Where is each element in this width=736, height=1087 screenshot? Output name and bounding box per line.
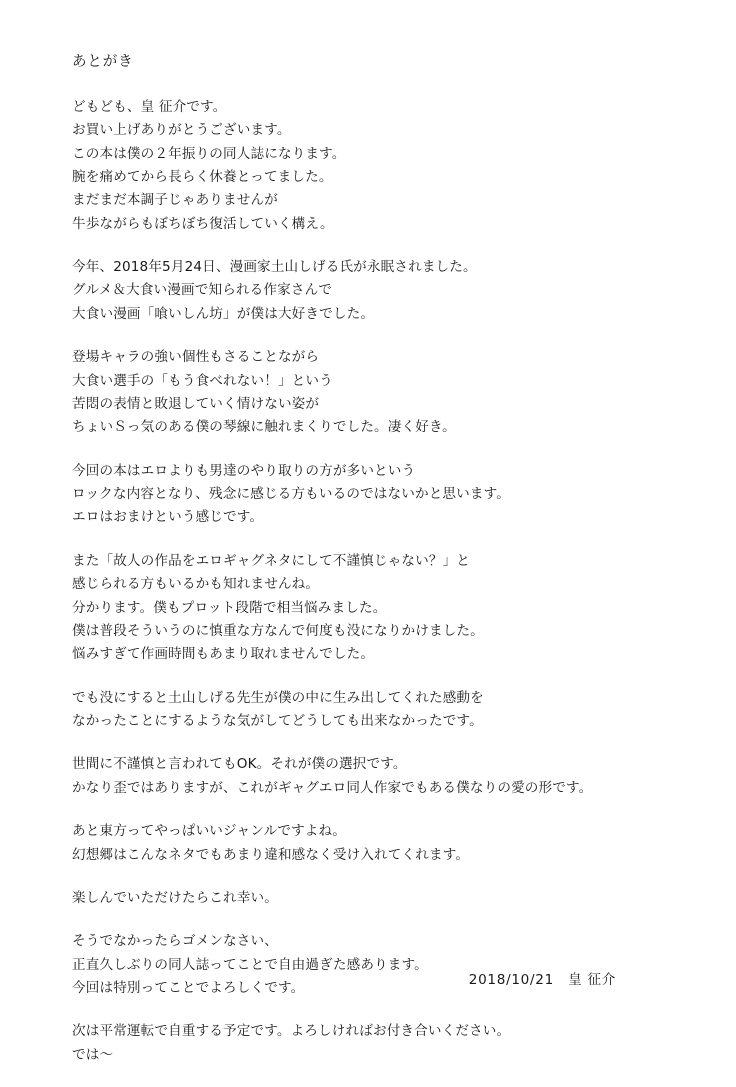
text-line: 大食い選手の「もう食べれない！」という — [72, 372, 333, 389]
text-line: 悩みすぎて作画時間もあまり取れませんでした。 — [72, 646, 375, 663]
text-line: まだまだ本調子じゃありませんが — [72, 192, 278, 209]
paragraph-7 — [72, 753, 676, 800]
signature-block — [72, 968, 676, 988]
text-line: 登場キャラの強い個性もさることながら — [72, 349, 320, 366]
document-body — [72, 52, 676, 1087]
text-line: 次は平常運転で自重する予定です。よろしければお付き合いください。 — [72, 1023, 511, 1040]
paragraph-2 — [72, 256, 676, 326]
text-line: かなり歪ではありますが、これがギャグエロ同人作家でもある僕なりの愛の形です。 — [72, 779, 593, 796]
text-line: 僕は普段そういうのに慎重な方なんで何度も没になりかけました。 — [72, 622, 484, 639]
text-line: 正直久しぶりの同人誌ってことで自由過ぎた感あります。 — [72, 956, 428, 973]
text-line: 分かります。僕もプロット段階で相当悩みました。 — [72, 599, 387, 616]
paragraph-3 — [72, 346, 676, 440]
text-line: 楽しんでいただけたらこれ幸い。 — [72, 889, 278, 906]
text-line: 今回は特別ってことでよろしくです。 — [72, 980, 305, 996]
text-line: でも没にすると土山しげる先生が僕の中に生み出してくれた感動を — [72, 689, 484, 706]
text-line: ロックな内容となり、残念に感じる方もいるのではないかと思います。 — [72, 486, 510, 502]
text-line: どもども、皇 征介です。 — [72, 98, 227, 115]
text-line: ちょいＳっ気のある僕の琴線に触れまくりでした。凄く好き。 — [72, 419, 456, 436]
paragraph-8 — [72, 820, 676, 867]
text-line: 感じられる方もいるかも知れませんね。 — [72, 576, 320, 593]
paragraph-1 — [72, 96, 676, 236]
paragraph-5 — [72, 550, 676, 667]
signature-text: 2018/10/21 皇 征介 — [468, 972, 616, 988]
text-line: 腕を痛めてから長らく休養とってました。 — [72, 168, 333, 185]
text-line: 今回の本はエロよりも男達のやり取りの方が多いという — [72, 462, 416, 479]
text-line: この本は僕の２年振りの同人誌になります。 — [72, 145, 346, 162]
text-line: そうでなかったらゴメンなさい、 — [72, 933, 278, 950]
text-line: 大食い漫画「喰いしん坊」が僕は大好きでした。 — [72, 305, 375, 322]
page-title: あとがき — [72, 54, 134, 70]
text-line: あと東方ってやっぱいいジャンルですよね。 — [72, 823, 346, 840]
text-line: また「故人の作品をエロギャグネタにして不謹慎じゃない？」と — [72, 552, 471, 569]
text-line: 幻想郷はこんなネタでもあまり違和感なく受け入れてくれます。 — [72, 846, 470, 863]
text-line: お買い上げありがとうございます。 — [72, 122, 291, 139]
text-line: 今年、2018年5月24日、漫画家土山しげる氏が永眠されました。 — [72, 259, 477, 275]
paragraph-11 — [72, 1020, 676, 1067]
text-line: では〜 — [72, 1046, 114, 1063]
paragraph-10 — [72, 930, 676, 1000]
text-line: 世間に不謹慎と言われてもOK。それが僕の選択です。 — [72, 756, 407, 773]
paragraph-6 — [72, 687, 676, 734]
text-line: なかったことにするような気がしてどうしても出来なかったです。 — [72, 713, 483, 729]
paragraph-9 — [72, 887, 676, 910]
text-line: エロはおまけという感じです。 — [72, 509, 264, 526]
text-line: 牛歩ながらもぼちぼち復活していく構え。 — [72, 215, 334, 232]
text-line: 苦悶の表情と敗退していく情けない姿が — [72, 395, 320, 412]
text-line: グルメ＆大食い漫画で知られる作家さんで — [72, 282, 333, 299]
paragraph-4 — [72, 460, 676, 530]
